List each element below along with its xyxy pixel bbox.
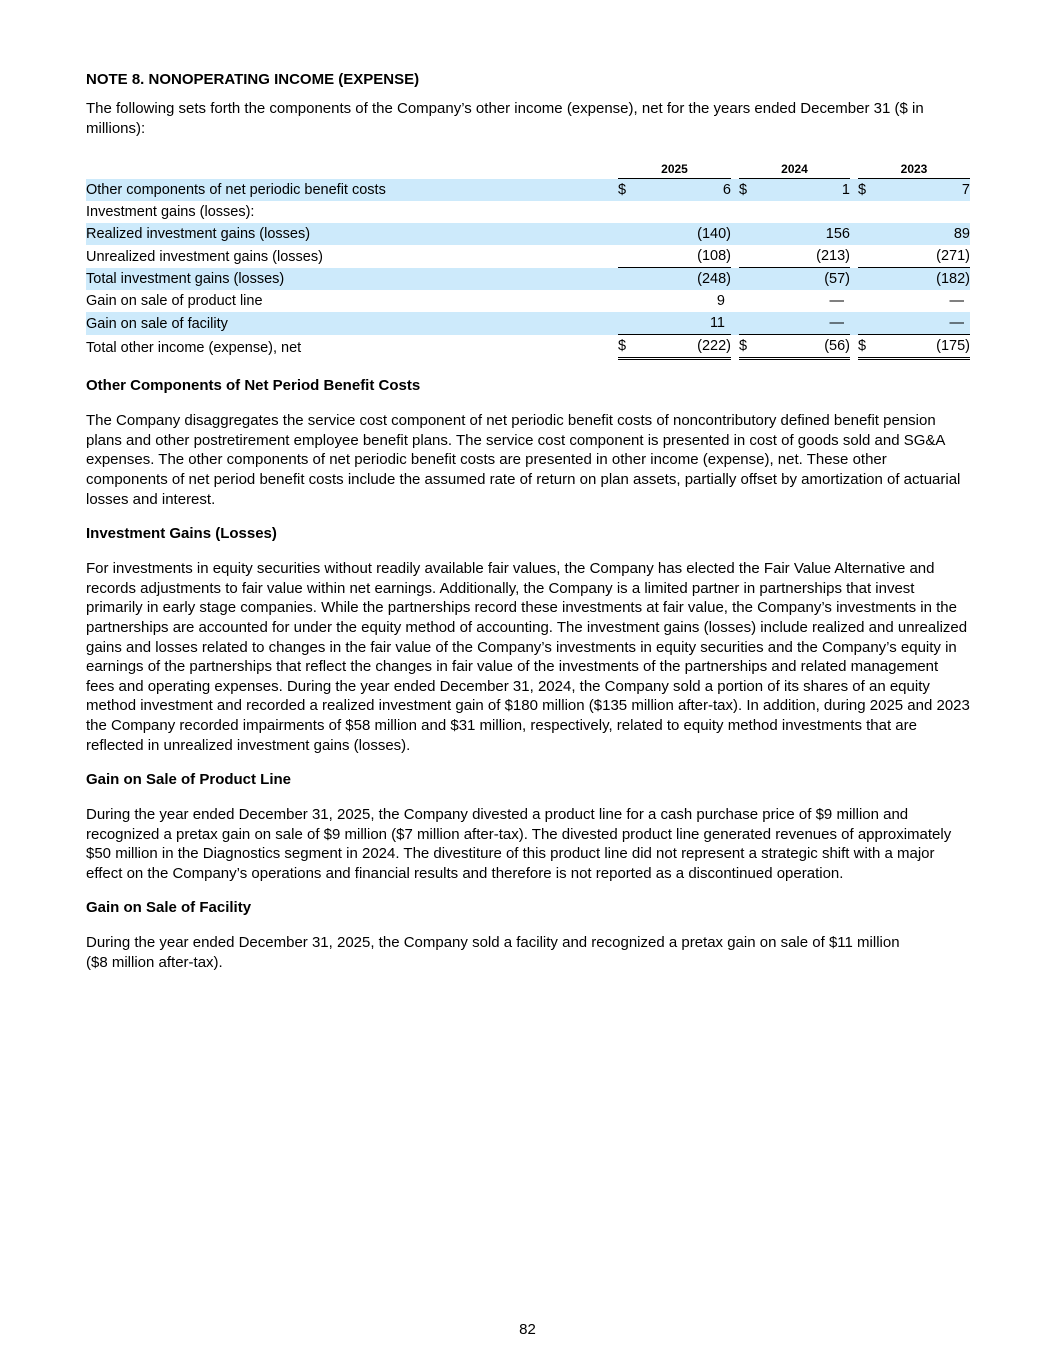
currency-symbol: $ <box>739 179 757 201</box>
document-page <box>86 70 970 973</box>
row-label: Total investment gains (losses) <box>86 268 618 290</box>
cell-value: 11 <box>636 312 731 335</box>
cell-value: 6 <box>636 179 731 201</box>
note-title: NOTE 8. NONOPERATING INCOME (EXPENSE) <box>86 71 420 88</box>
cell-value: 89 <box>876 223 970 245</box>
section-body: During the year ended December 31, 2025, the Company divested a product line for a cash purchase price of $9 million and recognized a pretax gain on sale of $9 million ($7 million after-tax). The divested product line generated revenues of approximately $50 million in the Diagnostics segment in 2024. The divestiture of this product line did not represent a strategic shift with a major effect on the Company’s operations and financial results and therefore is not reported as a discontinued operation. <box>86 806 952 882</box>
section-heading: Gain on Sale of Facility <box>86 899 252 917</box>
intro-paragraph: The following sets forth the components of the Company’s other income (expense), net for the years ended December 31 ($ in millions): <box>86 100 924 137</box>
cell-value: 1 <box>757 179 850 201</box>
row-label: Unrealized investment gains (losses) <box>86 248 323 265</box>
table-row <box>86 245 970 268</box>
year-header: 2023 <box>858 160 970 179</box>
row-label: Investment gains (losses): <box>86 204 255 221</box>
cell-value: (175) <box>876 335 970 360</box>
table-row <box>86 223 970 245</box>
cell-value: (56) <box>757 335 850 360</box>
row-label: Other components of net periodic benefit costs <box>86 179 618 201</box>
section-body: During the year ended December 31, 2025, the Company sold a facility and recognized a pretax gain on sale of $11 million ($8 million after-tax). <box>86 934 900 972</box>
year-header: 2024 <box>739 160 850 179</box>
cell-value: 156 <box>757 223 850 245</box>
cell-value: (213) <box>757 245 850 268</box>
currency-symbol: $ <box>739 335 757 360</box>
section-body: For investments in equity securities without readily available fair values, the Company has elected the Fair Value Alternative and records adjustments to fair value within net earnings. Additionally, the Company is a limited partner in partnerships that invest primarily in early stage companies. While the partnerships record these investments at fair value, the Company’s investments in the partnerships are accounted for under the equity method of accounting. The investment gains (losses) include realized and unrealized gains and losses related to changes in the fair value of the Company’s investments in equity securities and the Company’s equity in earnings of the partnerships that reflect the changes in fair value of the investments of the partnerships and related management fees and operating expenses. During the year ended December 31, 2024, the Company sold a portion of its shares of an equity method investment and recorded a realized investment gain of $180 million ($135 million after-tax). In addition, during 2025 and 2023 the Company recorded impairments of $58 million and $31 million, respectively, related to equity method investments that are reflected in unrealized investment gains (losses). <box>86 560 970 754</box>
cell-value: (222) <box>636 335 731 360</box>
cell-value: — <box>876 312 970 335</box>
cell-value: (182) <box>876 268 970 290</box>
nonoperating-income-table <box>86 160 970 360</box>
cell-value: (57) <box>757 268 850 290</box>
row-label: Realized investment gains (losses) <box>86 223 618 245</box>
table-row <box>86 312 970 335</box>
cell-value: (108) <box>636 245 731 268</box>
table-row <box>86 201 970 223</box>
cell-value: — <box>829 293 844 310</box>
table-row <box>86 268 970 290</box>
currency-symbol: $ <box>618 335 636 360</box>
row-label: Total other income (expense), net <box>86 339 302 356</box>
table-row <box>86 335 970 360</box>
row-label: Gain on sale of product line <box>86 293 263 310</box>
cell-value: — <box>757 312 850 335</box>
cell-value: 9 <box>716 293 725 310</box>
table-row <box>86 179 970 201</box>
row-label: Gain on sale of facility <box>86 312 618 335</box>
cell-value: (248) <box>636 268 731 290</box>
cell-value: — <box>949 293 964 310</box>
cell-value: (140) <box>636 223 731 245</box>
currency-symbol: $ <box>858 179 876 201</box>
currency-symbol: $ <box>858 335 876 360</box>
section-heading: Gain on Sale of Product Line <box>86 771 292 789</box>
section-body: The Company disaggregates the service cost component of net periodic benefit costs of noncontributory defined benefit pension plans and other postretirement employee benefit plans. The service cost component is presented in cost of goods sold and SG&A expenses. The other components of net periodic benefit costs are presented in other income (expense), net. These other components of net period benefit costs include the assumed rate of return on plan assets, partially offset by amortization of actuarial losses and interest. <box>86 412 961 508</box>
section-heading: Other Components of Net Period Benefit Costs <box>86 377 421 395</box>
currency-symbol: $ <box>618 179 636 201</box>
cell-value: 7 <box>876 179 970 201</box>
cell-value: (271) <box>876 245 970 268</box>
table-row <box>86 290 970 312</box>
section-heading: Investment Gains (Losses) <box>86 525 277 543</box>
page-number: 82 <box>519 1321 536 1338</box>
table-header-row <box>86 160 970 179</box>
year-header: 2025 <box>618 160 731 179</box>
